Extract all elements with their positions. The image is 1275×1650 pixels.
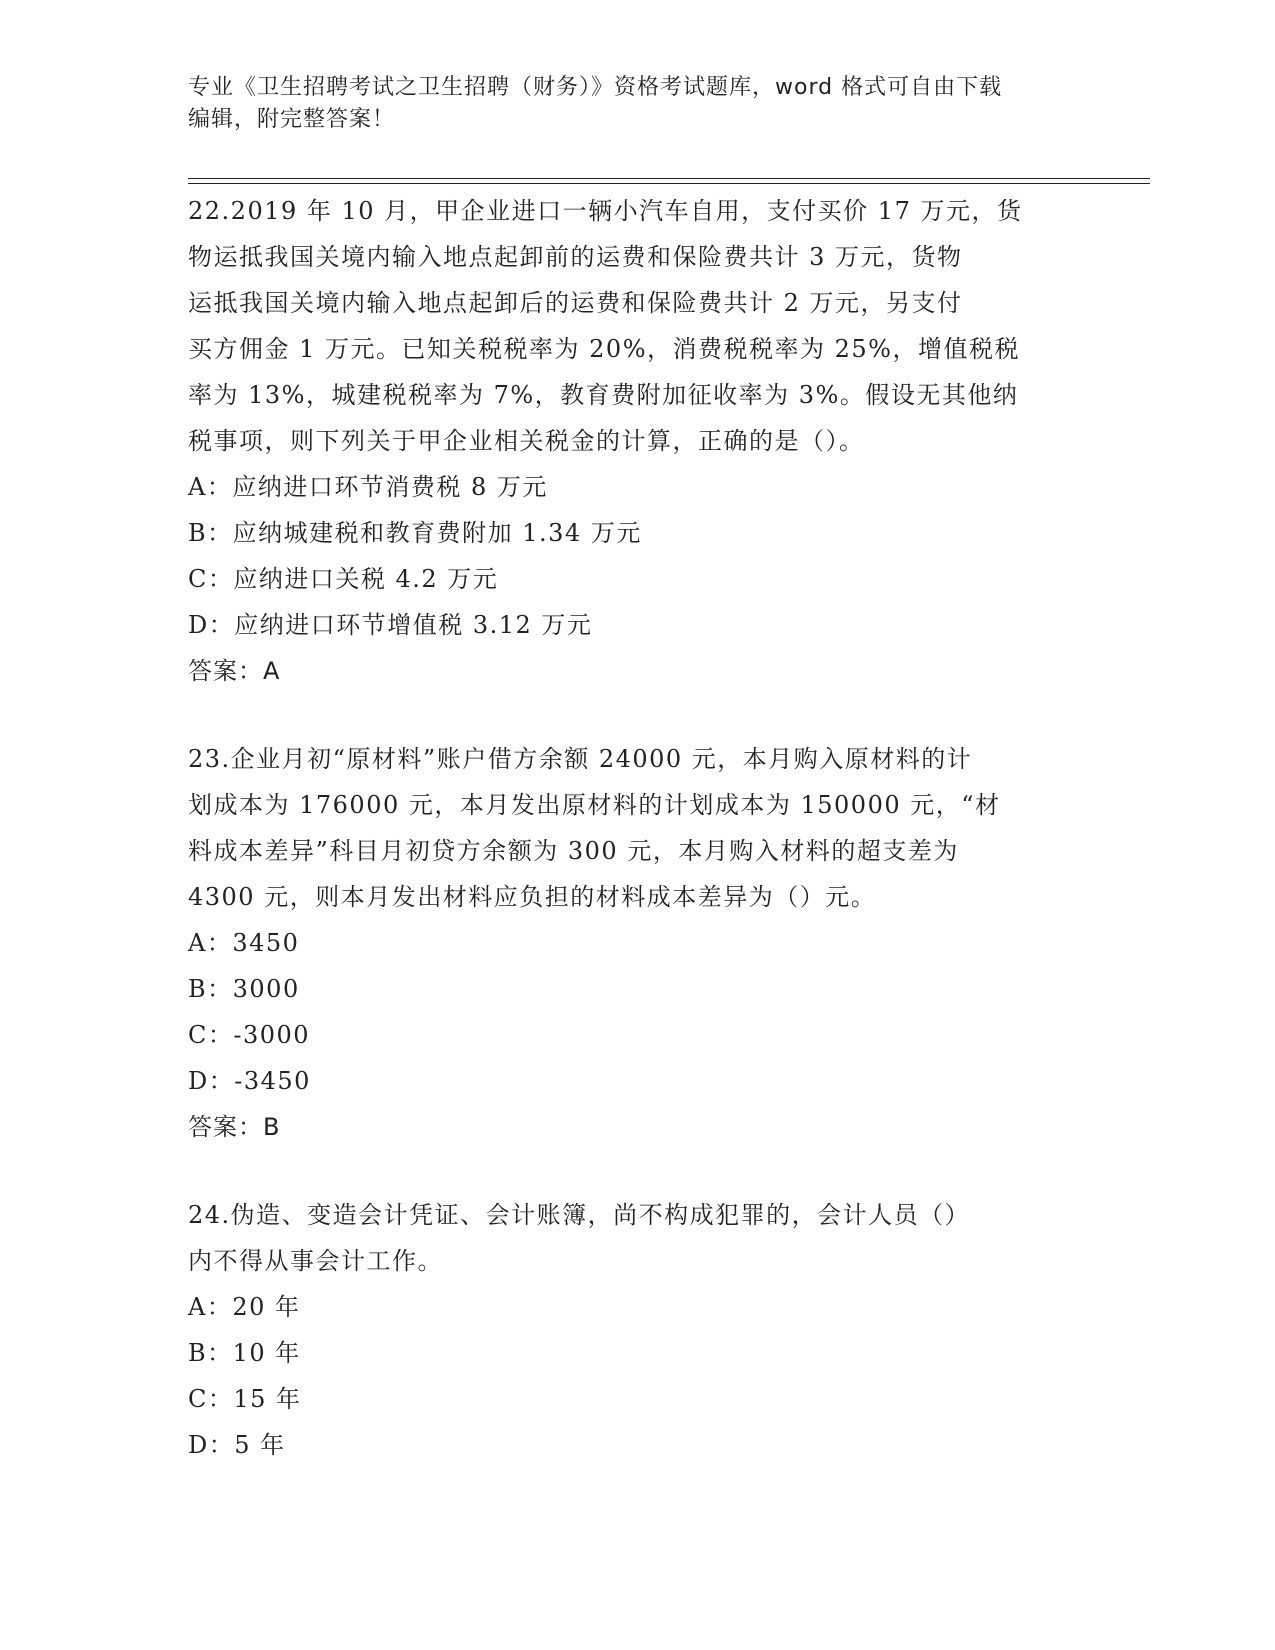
question-text-line: 划成本为 176000 元，本月发出原材料的计划成本为 150000 元，“材 <box>188 791 1001 819</box>
option-a: A：20 年 <box>188 1293 301 1321</box>
question-23 <box>188 736 1088 1150</box>
header-line-1: 专业《卫生招聘考试之卫生招聘（财务）》资格考试题库，word 格式可自由下载 <box>188 75 1003 100</box>
question-list <box>188 188 1088 1468</box>
option-b: B：3000 <box>188 975 300 1003</box>
answer: 答案：B <box>188 1113 281 1141</box>
question-text-line: 运抵我国关境内输入地点起卸后的运费和保险费共计 2 万元，另支付 <box>188 289 963 317</box>
option-b: B：10 年 <box>188 1339 301 1367</box>
question-24 <box>188 1192 1088 1468</box>
question-text-line: 23.企业月初“原材料”账户借方余额 24000 元，本月购入原材料的计 <box>188 745 973 773</box>
option-c: C：15 年 <box>188 1385 302 1413</box>
header-divider-thin <box>188 183 1150 184</box>
option-a: A：应纳进口环节消费税 8 万元 <box>188 473 548 501</box>
option-d: D：-3450 <box>188 1067 311 1095</box>
question-text-line: 22.2019 年 10 月，甲企业进口一辆小汽车自用，支付买价 17 万元，货 <box>188 197 1023 225</box>
answer: 答案：A <box>188 657 281 685</box>
question-text-line: 料成本差异”科目月初贷方余额为 300 元，本月购入材料的超支差为 <box>188 837 959 865</box>
question-text-line: 内不得从事会计工作。 <box>188 1247 443 1275</box>
option-c: C：应纳进口关税 4.2 万元 <box>188 565 499 593</box>
header-divider-thick <box>188 178 1150 179</box>
document-header <box>188 72 1068 136</box>
option-a: A：3450 <box>188 929 300 957</box>
question-text-line: 物运抵我国关境内输入地点起卸前的运费和保险费共计 3 万元，货物 <box>188 243 963 271</box>
question-text-line: 24.伪造、变造会计凭证、会计账簿，尚不构成犯罪的，会计人员（） <box>188 1201 971 1229</box>
question-text-line: 税事项，则下列关于甲企业相关税金的计算，正确的是（）。 <box>188 427 865 455</box>
option-d: D：5 年 <box>188 1431 286 1459</box>
question-text-line: 买方佣金 1 万元。已知关税税率为 20%，消费税税率为 25%，增值税税 <box>188 335 1020 363</box>
header-line-2: 编辑，附完整答案！ <box>188 107 396 132</box>
spacer <box>188 694 1088 736</box>
question-22 <box>188 188 1088 694</box>
option-c: C：-3000 <box>188 1021 311 1049</box>
question-text-line: 4300 元，则本月发出材料应负担的材料成本差异为（）元。 <box>188 883 877 911</box>
option-d: D：应纳进口环节增值税 3.12 万元 <box>188 611 593 639</box>
option-b: B：应纳城建税和教育费附加 1.34 万元 <box>188 519 642 547</box>
spacer <box>188 1150 1088 1192</box>
question-text-line: 率为 13%，城建税税率为 7%，教育费附加征收率为 3%。假设无其他纳 <box>188 381 1019 409</box>
